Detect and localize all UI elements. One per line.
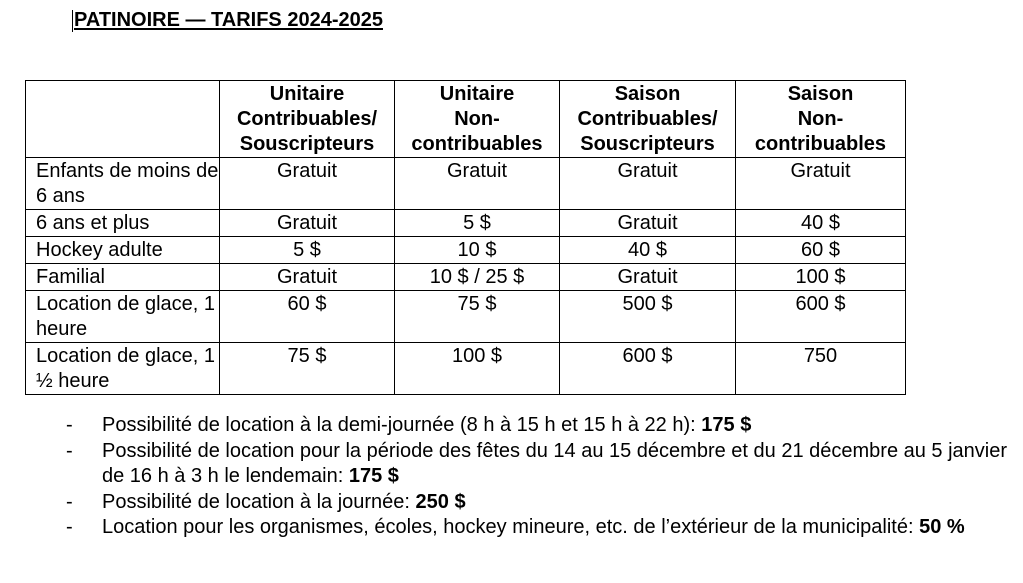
table-row [26, 237, 906, 264]
table-cell: Gratuit [560, 210, 736, 237]
table-cell: Gratuit [220, 158, 395, 210]
table-cell: 600 $ [560, 343, 736, 395]
table-cell: Gratuit [560, 158, 736, 210]
table-header-cell: Saison Non- contribuables [736, 81, 906, 158]
list-item [60, 515, 1020, 541]
list-item [60, 413, 1020, 439]
table-cell: 75 $ [220, 343, 395, 395]
table-header-corner [26, 81, 220, 158]
table-row [26, 210, 906, 237]
note-price: 175 $ [348, 465, 399, 487]
notes-list [60, 413, 1020, 541]
table-cell: 100 $ [736, 264, 906, 291]
table-header-cell: Unitaire Contribuables/ Souscripteurs [220, 81, 395, 158]
table-cell: 5 $ [395, 210, 560, 237]
table-row [26, 343, 906, 395]
bullet-dash: - [66, 490, 73, 513]
list-item [60, 490, 1020, 516]
table-cell: 750 [736, 343, 906, 395]
bullet-dash: - [66, 414, 73, 436]
note-text: Possibilité de location à la journée: [102, 490, 416, 513]
table-cell: 60 $ [736, 237, 906, 264]
table-cell: Gratuit [220, 210, 395, 237]
row-label: Enfants de moins de 6 ans [26, 158, 220, 210]
note-price: 50 % [919, 516, 965, 538]
table-header-cell: Unitaire Non- contribuables [395, 81, 560, 158]
page-title: PATINOIRE — TARIFS 2024-2025 [74, 9, 383, 31]
note-price: 175 $ [701, 414, 752, 436]
table-cell: Gratuit [736, 158, 906, 210]
table-header-cell: Saison Contribuables/ Souscripteurs [560, 81, 736, 158]
bullet-dash: - [66, 439, 73, 462]
table-cell: 75 $ [395, 291, 560, 343]
table-cell: 10 $ / 25 $ [395, 264, 560, 291]
note-text: Location pour les organismes, écoles, hockey mineure, etc. de l’extérieur de la municipalité: [102, 516, 920, 538]
row-label: Hockey adulte [26, 237, 220, 264]
table-cell: 500 $ [560, 291, 736, 343]
table-row [26, 291, 906, 343]
rates-table [25, 80, 906, 395]
table-cell: Gratuit [395, 158, 560, 210]
table-cell: 40 $ [736, 210, 906, 237]
text-cursor [72, 10, 73, 32]
note-text: Possibilité de location à la demi-journée (8 h à 15 h et 15 h à 22 h): [102, 414, 702, 436]
row-label: Familial [26, 264, 220, 291]
table-cell: 60 $ [220, 291, 395, 343]
table-row [26, 264, 906, 291]
table-cell: 40 $ [560, 237, 736, 264]
row-label: Location de glace, 1 ½ heure [26, 343, 220, 395]
list-item [60, 439, 1020, 490]
table-cell: 100 $ [395, 343, 560, 395]
table-cell: Gratuit [220, 264, 395, 291]
bullet-dash: - [66, 516, 73, 538]
row-label: Location de glace, 1 heure [26, 291, 220, 343]
table-cell: 10 $ [395, 237, 560, 264]
table-cell: Gratuit [560, 264, 736, 291]
table-header-row [26, 81, 906, 158]
note-price: 250 $ [415, 490, 466, 513]
note-text: Possibilité de location pour la période des fêtes du 14 au 15 décembre et du 21 décembre au 5 janvier de 16 h à 3 h le lendemain: [102, 439, 1008, 487]
row-label: 6 ans et plus [26, 210, 220, 237]
table-row [26, 158, 906, 210]
table-cell: 5 $ [220, 237, 395, 264]
table-cell: 600 $ [736, 291, 906, 343]
